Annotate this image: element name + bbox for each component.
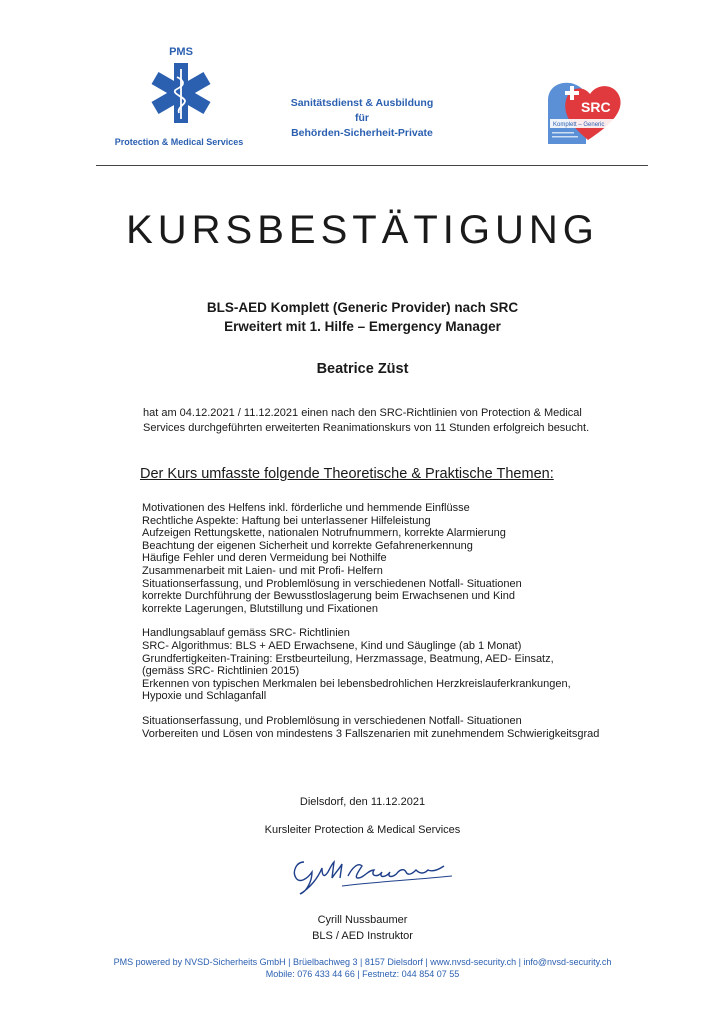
list-item: korrekte Lagerungen, Blutstillung und Fixationen [142, 602, 379, 615]
list-item: Aufzeigen Rettungskette, nationalen Notrufnummern, korrekte Alarmierung [142, 527, 506, 540]
list-item: Vorbereiten und Lösen von mindestens 3 Fallszenarien mit zunehmendem Schwierigkeitsgrad [142, 727, 600, 740]
list-item: Situationserfassung, und Problemlösung in verschiedenen Notfall- Situationen [142, 714, 522, 727]
list-item: Handlungsablauf gemäss SRC- Richtlinien [142, 627, 350, 640]
list-item: SRC- Algorithmus: BLS + AED Erwachsene, Kind und Säuglinge (ab 1 Monat) [142, 639, 522, 652]
attendance-line1: hat am 04.12.2021 / 11.12.2021 einen nach den SRC-Richtlinien von Protection & Medical [143, 407, 582, 419]
tagline-line1: Sanitätsdienst & Ausbildung [290, 97, 434, 109]
topics-list [142, 502, 642, 740]
list-item: Beachtung der eigenen Sicherheit und korrekte Gefahrenerkennung [142, 539, 473, 552]
signature [282, 848, 462, 898]
instructor-role: Kursleiter Protection & Medical Services [264, 824, 461, 836]
tagline [272, 96, 452, 141]
list-item: korrekte Durchführung der Bewusstloslagerung beim Erwachsenen und Kind [142, 590, 515, 603]
course-title [0, 298, 725, 336]
place-date: Dielsdorf, den 11.12.2021 [299, 796, 426, 808]
list-item: Motivationen des Helfens inkl. förderliche und hemmende Einflüsse [142, 502, 470, 514]
signer-name: Cyrill Nussbaumer [317, 914, 408, 926]
tagline-line3: Behörden-Sicherheit-Private [291, 127, 433, 139]
footer [0, 956, 725, 980]
org-short-name: PMS [169, 46, 193, 58]
page-title: KURSBESTÄTIGUNG [126, 208, 599, 252]
tagline-line2: für [355, 112, 369, 124]
star-of-life-icon [148, 60, 214, 126]
signature-text: Cyrill Nussbaumer [292, 896, 301, 897]
participant-name: Beatrice Züst [316, 361, 409, 377]
footer-line2: Mobile: 076 433 44 66 | Festnetz: 044 854 07 55 [265, 969, 460, 979]
header-divider [96, 165, 648, 166]
list-item: Hypoxie und Schlaganfall [142, 690, 267, 703]
course-line2: Erweitert mit 1. Hilfe – Emergency Manager [224, 319, 501, 334]
list-item: Zusammenarbeit mit Laien- und mit Profi- Helfern [142, 564, 383, 577]
topics-heading: Der Kurs umfasste folgende Theoretische & Praktische Themen: [140, 466, 554, 482]
course-line1: BLS-AED Komplett (Generic Provider) nach SRC [206, 300, 519, 315]
org-full-name: Protection & Medical Services [114, 137, 244, 147]
footer-line1: PMS powered by NVSD-Sicherheits GmbH | Brüelbachweg 3 | 8157 Dielsdorf | www.nvsd-security.ch | info@nvsd-security.ch [113, 957, 612, 967]
list-item: Situationserfassung, und Problemlösung in verschiedenen Notfall- Situationen [142, 577, 522, 590]
list-item: Rechtliche Aspekte: Haftung bei unterlassener Hilfeleistung [142, 514, 431, 527]
src-heart-logo [544, 76, 634, 146]
src-logo-sub: Komplett – Generic [553, 122, 605, 128]
list-item: (gemäss SRC- Richtlinien 2015) [142, 665, 300, 678]
src-logo-text: SRC [581, 99, 611, 115]
list-item: Erkennen von typischen Merkmalen bei lebensbedrohlichen Herzkreislauferkrankungen, [142, 677, 571, 690]
attendance-statement [143, 406, 623, 436]
signer-title: BLS / AED Instruktor [312, 930, 413, 942]
list-item: Grundfertigkeiten-Training: Erstbeurteilung, Herzmassage, Beatmung, AED- Einsatz, [142, 652, 554, 665]
attendance-line2: Services durchgeführten erweiterten Reanimationskurs von 11 Stunden erfolgreich besucht. [143, 422, 590, 434]
list-item: Häufige Fehler und deren Vermeidung bei Nothilfe [142, 552, 387, 565]
